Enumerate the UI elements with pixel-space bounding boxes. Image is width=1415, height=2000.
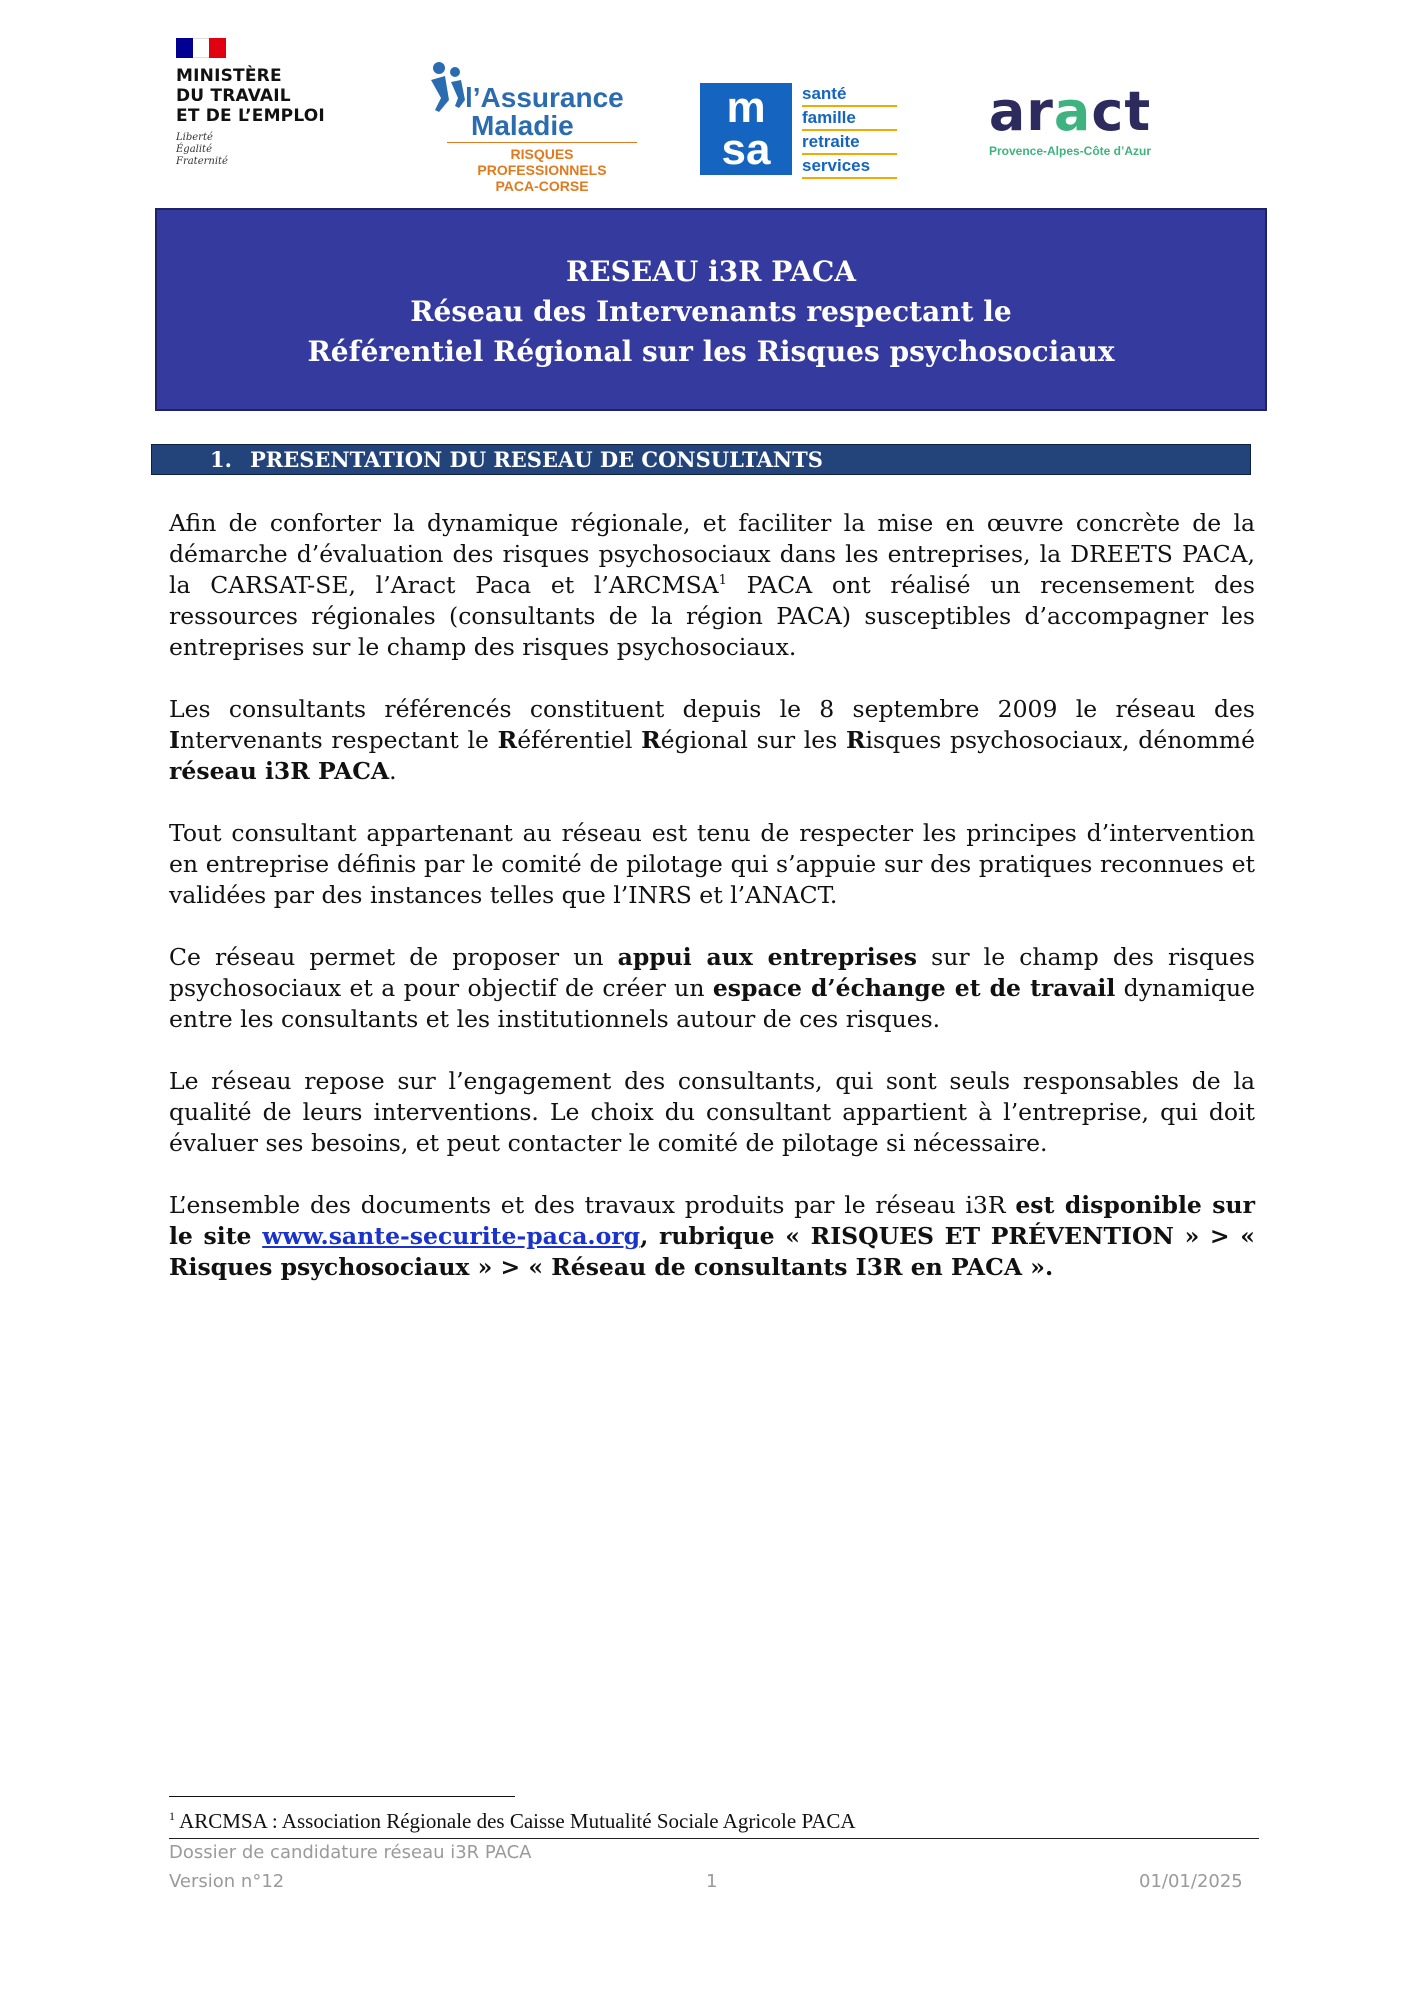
french-flag-icon bbox=[176, 38, 226, 58]
paragraph-5: Le réseau repose sur l’engagement des consultants, qui sont seuls responsables de la qualité de leurs interventions. Le choix du consultant appartient à l’entreprise, qui doit évaluer ses besoins, et peut contacter le comité de pilotage si nécessaire. bbox=[169, 1067, 1255, 1157]
section-heading bbox=[151, 444, 1251, 475]
ministere-name: MINISTÈRE DU TRAVAIL ET DE L’EMPLOI bbox=[176, 66, 325, 126]
body-text bbox=[169, 508, 1255, 1314]
title-banner bbox=[155, 208, 1267, 411]
footnote-separator bbox=[169, 1796, 515, 1797]
paragraph-3: Tout consultant appartenant au réseau est tenu de respecter les principes d’intervention en entreprise définis par le comité de pilotage qui s’appuie sur des pratiques reconnues et validées par des instances telles que l’INRS et l’ANACT. bbox=[169, 819, 1255, 909]
msa-box: m sa bbox=[700, 83, 792, 175]
paragraph-4: Ce réseau permet de proposer un appui aux entreprises sur le champ des risques psychosociaux et a pour objectif de créer un espace d’échange et de travail dynamique entre les consultants et les institutionnels autour de ces risques. bbox=[169, 943, 1255, 1033]
figures-icon bbox=[425, 56, 469, 116]
website-link[interactable]: www.sante-securite-paca.org bbox=[262, 1222, 641, 1250]
section-number: 1. bbox=[210, 447, 232, 472]
footnote: $^1$ ARCMSA : Association Régionale des Caisse Mutualité Sociale Agricole PACA bbox=[169, 1809, 856, 1833]
section-title: PRESENTATION DU RESEAU DE CONSULTANTS bbox=[250, 447, 823, 472]
aract-logo bbox=[970, 80, 1170, 164]
footer-rule bbox=[169, 1838, 1259, 1839]
msa-words: santé famille retraite services bbox=[802, 83, 897, 179]
banner-subtitle-1: Réseau des Intervenants respectant le bbox=[410, 295, 1012, 328]
banner-subtitle-2: Référentiel Régional sur les Risques psychosociaux bbox=[307, 335, 1115, 368]
footer-page-number: 1 bbox=[706, 1871, 718, 1892]
ministere-travail-logo bbox=[176, 38, 336, 178]
assurance-maladie-line1: l’Assurance bbox=[465, 82, 624, 113]
republic-motto: Liberté Égalité Fraternité bbox=[176, 132, 228, 167]
assurance-maladie-sub1: RISQUES PROFESSIONNELS bbox=[477, 146, 607, 178]
footer-date: 01/01/2025 bbox=[1139, 1871, 1243, 1892]
aract-wordmark: aract bbox=[988, 80, 1152, 143]
msa-logo bbox=[700, 83, 900, 178]
footer-doc-title: Dossier de candidature réseau i3R PACA bbox=[169, 1842, 532, 1863]
footnote-ref[interactable]: 1 bbox=[718, 573, 727, 589]
aract-region: Provence-Alpes-Côte d’Azur bbox=[988, 144, 1152, 158]
footer-version: Version n°12 bbox=[169, 1871, 285, 1892]
banner-title: RESEAU i3R PACA bbox=[566, 255, 856, 288]
assurance-maladie-line2: Maladie bbox=[471, 110, 574, 141]
paragraph-2: Les consultants référencés constituent depuis le 8 septembre 2009 le réseau des Intervenants respectant le Référentiel Régional sur les Risques psychosociaux, dénommé réseau i3R PACA. bbox=[169, 695, 1255, 785]
paragraph-1: Afin de conforter la dynamique régionale, et faciliter la mise en œuvre concrète de la démarche d’évaluation des risques psychosociaux dans les entreprises, la DREETS PACA, la CARSAT-SE, l’Aract Paca et l’ARCMSA$^1$ PACA ont réalisé un recensement des ressources régionales (consultants de la région PACA) susceptibles d’accompagner les entreprises sur le champ des risques psychosociaux. bbox=[169, 509, 1255, 661]
paragraph-6: L’ensemble des documents et des travaux produits par le réseau i3R est disponible sur le site www.sante-securite-paca.org, rubrique « RISQUES ET PRÉVENTION » > « Risques psychosociaux » > « Réseau de consultants I3R en PACA ». bbox=[169, 1191, 1255, 1281]
assurance-maladie-logo bbox=[425, 56, 640, 194]
assurance-maladie-sub2: PACA-CORSE bbox=[495, 178, 589, 194]
